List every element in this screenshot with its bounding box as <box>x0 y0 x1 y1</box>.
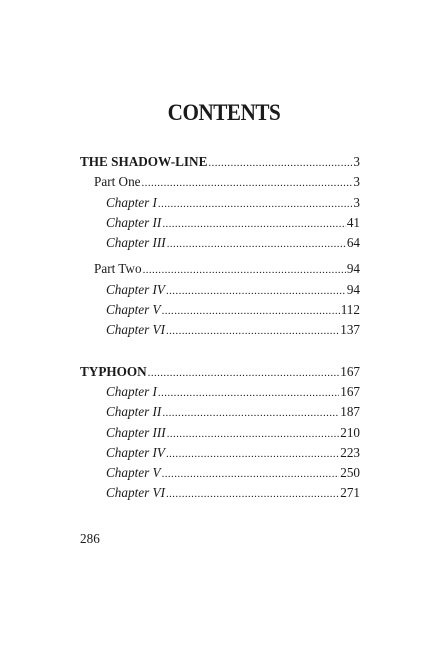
entry-page: 167 <box>340 383 360 399</box>
dot-leader <box>167 424 340 444</box>
dot-leader <box>142 173 353 193</box>
entry-page: 137 <box>340 322 360 338</box>
toc-entry-chapter <box>80 320 360 340</box>
dot-leader <box>166 484 339 504</box>
dot-leader <box>166 321 339 341</box>
page-title: CONTENTS <box>167 100 281 125</box>
entry-page: 112 <box>340 302 360 318</box>
toc-entry-shadow-line <box>80 152 360 172</box>
entry-title: Part One <box>94 174 141 190</box>
toc-entry-chapter <box>80 483 360 503</box>
entry-title: Chapter II <box>106 214 162 230</box>
dot-leader <box>148 363 340 383</box>
toc-entry-chapter <box>80 402 360 422</box>
toc-entry-typhoon <box>80 362 360 382</box>
toc-entry-chapter <box>80 280 360 300</box>
entry-title: Part Two <box>94 261 142 277</box>
toc-entry-chapter <box>80 233 360 253</box>
entry-page: 271 <box>340 485 360 501</box>
toc-entry-chapter <box>80 463 360 483</box>
entry-title: Chapter III <box>106 235 166 251</box>
dot-leader <box>158 194 352 214</box>
entry-page: 94 <box>346 281 360 297</box>
toc-entry-chapter <box>80 423 360 443</box>
entry-page: 94 <box>346 261 360 277</box>
entry-title: Chapter VI <box>106 322 165 338</box>
entry-page: 3 <box>353 174 360 190</box>
dot-leader <box>143 260 346 280</box>
table-of-contents <box>80 152 360 504</box>
entry-page: 3 <box>353 154 360 169</box>
entry-title: Chapter I <box>106 383 157 399</box>
entry-page: 223 <box>340 444 360 460</box>
entry-title: Chapter V <box>106 302 161 318</box>
entry-title: Chapter III <box>106 424 166 440</box>
entry-page: 167 <box>340 363 360 379</box>
entry-title: Chapter IV <box>106 281 165 297</box>
entry-page: 41 <box>346 214 360 230</box>
spacer <box>80 341 360 362</box>
toc-entry-chapter <box>80 382 360 402</box>
entry-title: Chapter VI <box>106 485 165 501</box>
toc-entry-part-two <box>80 259 360 279</box>
toc-entry-part-one <box>80 172 360 192</box>
entry-page: 64 <box>346 235 360 251</box>
entry-title: Chapter V <box>106 465 161 481</box>
dot-leader <box>158 383 339 403</box>
entry-title: TYPHOON <box>80 363 147 379</box>
dot-leader <box>162 464 340 484</box>
entry-title: THE SHADOW-LINE <box>80 154 208 169</box>
dot-leader <box>167 234 346 254</box>
toc-entry-chapter <box>80 300 360 320</box>
dot-leader <box>166 444 339 464</box>
entry-page: 250 <box>340 465 360 481</box>
entry-title: Chapter I <box>106 194 157 210</box>
dot-leader <box>162 301 340 321</box>
entry-title: Chapter II <box>106 404 162 420</box>
entry-page: 187 <box>340 404 360 420</box>
dot-leader <box>162 403 339 423</box>
entry-page: 210 <box>340 424 360 440</box>
dot-leader <box>208 153 352 173</box>
entry-page: 3 <box>353 194 360 210</box>
dot-leader <box>162 214 346 234</box>
toc-entry-chapter <box>80 213 360 233</box>
dot-leader <box>166 281 346 301</box>
toc-entry-chapter <box>80 443 360 463</box>
toc-entry-chapter <box>80 193 360 213</box>
page-number: 286 <box>80 531 100 546</box>
entry-title: Chapter IV <box>106 444 165 460</box>
